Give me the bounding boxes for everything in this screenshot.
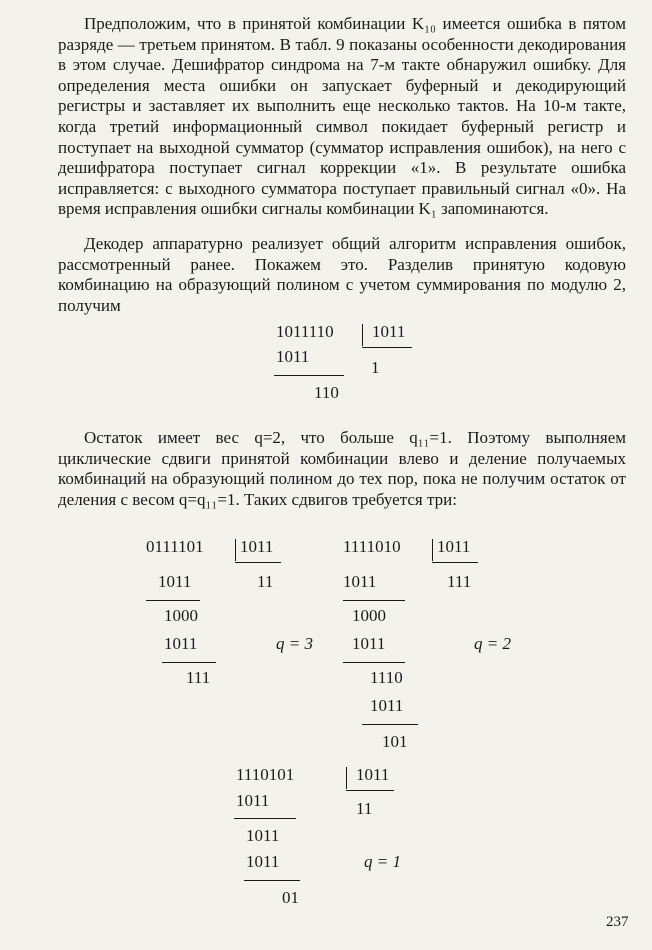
- div2-divisor: 1011: [240, 537, 274, 556]
- div3-weight: q = 2: [474, 634, 511, 653]
- div4-remainder: 01: [282, 888, 299, 907]
- div2-dividend: 0111101: [146, 537, 204, 556]
- page-number: 237: [606, 914, 629, 930]
- div2-quotient-line: [235, 562, 281, 563]
- div3-remainder: 101: [382, 732, 408, 751]
- div3-rule-1: [343, 600, 405, 601]
- div1-dividend: 1011110: [276, 322, 334, 341]
- div2-rule-2: [162, 662, 216, 663]
- div2-subtrahend-2: 1011: [164, 634, 198, 653]
- div3-quotient: 111: [447, 572, 472, 591]
- div1-subtrahend: 1011: [276, 347, 310, 366]
- div3-subtrahend-1: 1011: [343, 572, 377, 591]
- div3-dividend: 1111010: [343, 537, 401, 556]
- div1-rule: [274, 375, 344, 376]
- div2-remainder: 111: [186, 668, 211, 687]
- div2-divisor-bar: [235, 539, 236, 561]
- paragraph-decoder-algorithm: Декодер аппаратурно реализует общий алгоритм исправления ошибок, рассмотренный ранее. Покажем это. Разделив принятую кодовую комбинацию на образующий полином с учетом суммирования по модулю 2, получим: [58, 234, 626, 315]
- div4-divisor-bar: [346, 767, 347, 789]
- div4-subtrahend-2: 1011: [246, 852, 280, 871]
- div3-divisor-bar: [432, 539, 433, 561]
- paragraph-error-example: Предположим, что в принятой комбинации K₁₀ имеется ошибка в пятом разряде — третьем принятом. В табл. 9 показаны особенности декодирования в этом случае. Дешифратор синдрома на 7-м такте обнаружил ошибку. Для определения места ошибки он запускает буферный и декодирующий регистры и заставляет их выполнить еще несколько тактов. На 10-м такте, когда третий информационный символ покидает буферный регистр и поступает на выходной сумматор (сумматор исправления ошибок), на него с дешифратора поступает сигнал коррекции «1». В результате ошибка исправляется: с выходного сумматора поступает правильный сигнал «0». На время исправления ошибки сигналы комбинации K₁ запоминаются.: [58, 14, 626, 219]
- div2-weight: q = 3: [276, 634, 313, 653]
- div2-subtrahend-1: 1011: [158, 572, 192, 591]
- div4-quotient: 11: [356, 799, 373, 818]
- paragraph-cyclic-shifts: Остаток имеет вес q=2, что больше q₁₁=1. Поэтому выполняем циклические сдвиги принятой комбинации влево и деление получаемых комбинаций на образующий полином до тех пор, пока не получим остаток от деления с весом q=q₁₁=1. Таких сдвигов требуется три:: [58, 428, 626, 509]
- div1-remainder: 110: [314, 383, 339, 402]
- div3-divisor: 1011: [437, 537, 471, 556]
- div4-rule-1: [234, 818, 296, 819]
- div1-divisor: 1011: [372, 322, 406, 341]
- div1-divisor-bar: [362, 324, 363, 346]
- div3-quotient-line: [432, 562, 478, 563]
- div4-step-1: 1011: [246, 826, 280, 845]
- div3-subtrahend-2: 1011: [352, 634, 386, 653]
- div4-dividend: 1110101: [236, 765, 295, 784]
- div1-quotient-line: [362, 347, 412, 348]
- div3-subtrahend-3: 1011: [370, 696, 404, 715]
- div4-rule-2: [244, 880, 300, 881]
- div4-weight: q = 1: [364, 852, 401, 871]
- div3-rule-2: [343, 662, 405, 663]
- div2-step-1: 1000: [164, 606, 198, 625]
- div3-rule-3: [362, 724, 418, 725]
- div4-quotient-line: [346, 790, 394, 791]
- div2-rule-1: [146, 600, 200, 601]
- div4-divisor: 1011: [356, 765, 390, 784]
- div3-step-1: 1000: [352, 606, 386, 625]
- div3-step-2: 1110: [370, 668, 403, 687]
- div2-quotient: 11: [257, 572, 274, 591]
- div1-quotient: 1: [371, 358, 380, 377]
- div4-subtrahend-1: 1011: [236, 791, 270, 810]
